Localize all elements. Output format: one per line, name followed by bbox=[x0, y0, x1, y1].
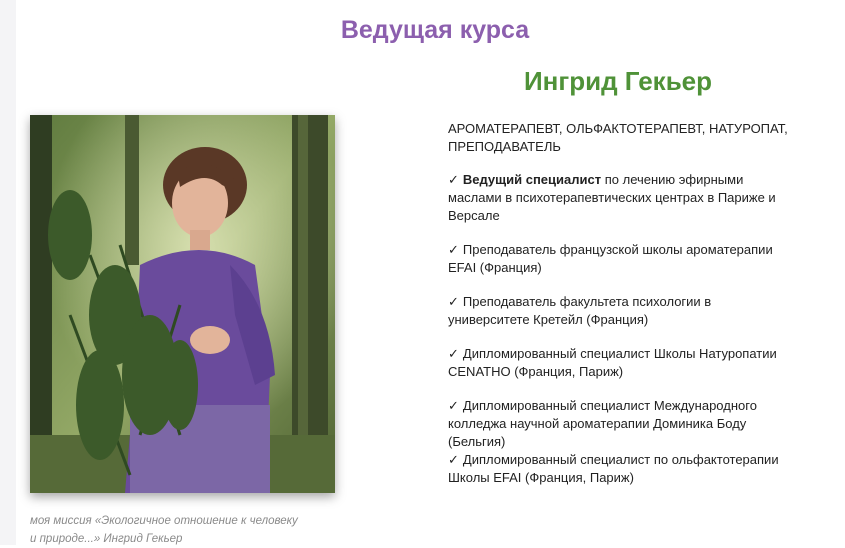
credential-text: Преподаватель факультета психологии в университете Кретейл (Франция) bbox=[448, 294, 712, 327]
credential-item bbox=[448, 345, 793, 381]
credential-item bbox=[448, 293, 793, 329]
check-icon: ✓ bbox=[448, 452, 459, 467]
credential-bold: Ведущий специалист bbox=[462, 172, 602, 187]
teacher-name: Ингрид Гекьер bbox=[523, 66, 713, 96]
teacher-info bbox=[448, 120, 793, 503]
photo-caption bbox=[30, 512, 320, 548]
profession-text: АРОМАТЕРАПЕВТ, ОЛЬФАКТОТЕРАПЕВТ, НАТУРОПАТ, ПРЕПОДАВАТЕЛЬ bbox=[448, 121, 788, 154]
credential-text: Дипломированный специалист по ольфактотерапии Школы EFAI (Франция, Париж) bbox=[448, 452, 779, 485]
teacher-photo bbox=[30, 115, 335, 493]
check-icon: ✓ bbox=[448, 242, 459, 257]
caption-line-1: моя миссия «Экологичное отношение к человеку bbox=[30, 515, 298, 527]
credentials-list bbox=[448, 171, 793, 487]
check-icon: ✓ bbox=[448, 346, 459, 361]
credential-text: Преподаватель французской школы ароматерапии EFAI (Франция) bbox=[448, 242, 773, 275]
check-icon: ✓ bbox=[448, 172, 459, 187]
left-edge-strip bbox=[0, 0, 16, 545]
credential-item bbox=[448, 241, 793, 277]
credential-text: Дипломированный специалист Школы Натуропатии CENATHO (Франция, Париж) bbox=[448, 346, 777, 379]
section-title: Ведущая курса bbox=[340, 16, 530, 44]
caption-line-2: и природе...» Ингрид Гекьер bbox=[30, 533, 183, 545]
credential-item bbox=[448, 171, 793, 225]
check-icon: ✓ bbox=[448, 398, 459, 413]
credential-item bbox=[448, 451, 793, 487]
check-icon: ✓ bbox=[448, 294, 459, 309]
credential-item bbox=[448, 397, 793, 451]
credential-text: Дипломированный специалист Международного колледжа научной ароматерапии Доминика Боду (Бельгия) bbox=[448, 398, 757, 449]
credential-text: по лечению эфирными маслами в психотерапевтических центрах в Париже и Версале bbox=[448, 172, 776, 223]
